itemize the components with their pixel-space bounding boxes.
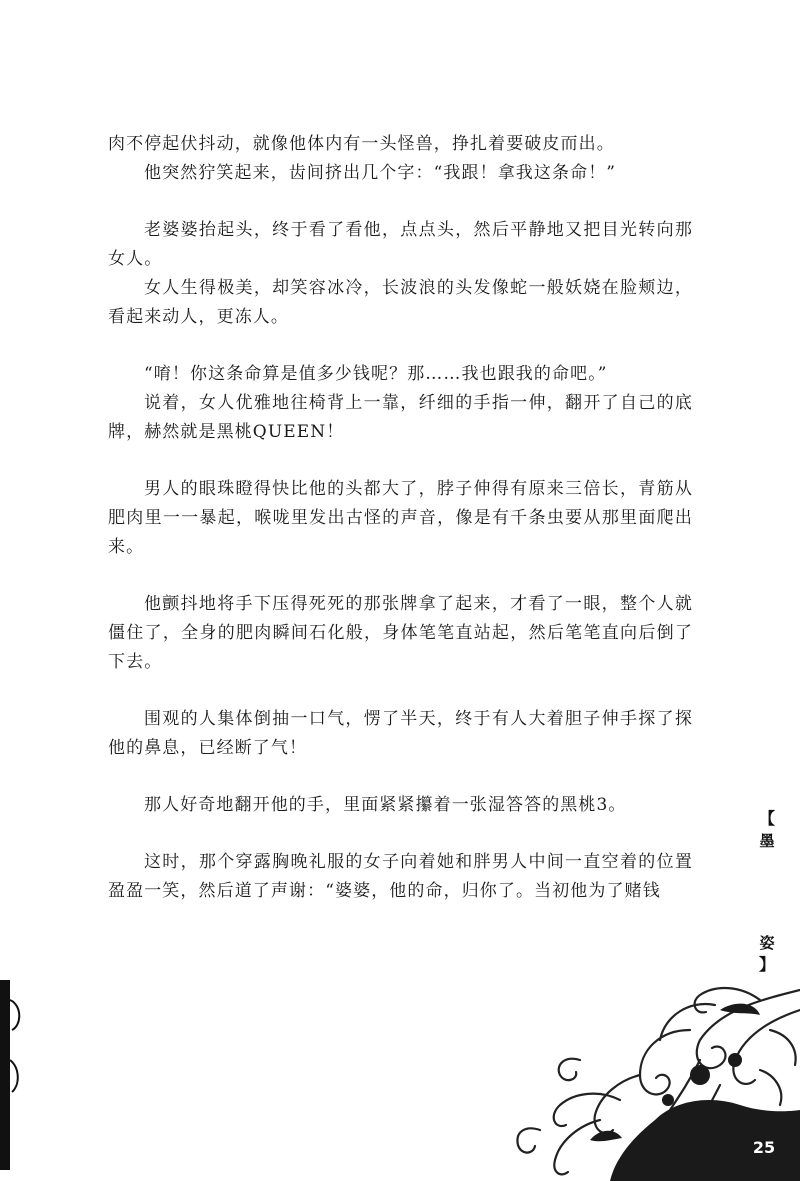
paragraph: 他颤抖地将手下压得死死的那张牌拿了起来，才看了一眼，整个人就僵住了，全身的肥肉瞬间石化般，身体笔笔直站起，然后笔笔直向后倒了下去。	[108, 594, 693, 672]
paragraph: “唷！你这条命算是值多少钱呢？那……我也跟我的命吧。”	[144, 364, 608, 384]
page-number: 25	[752, 1138, 776, 1157]
paragraph: 老婆婆抬起头，终于看了看他，点点头，然后平静地又把目光转向那女人。	[108, 220, 693, 269]
paragraph: 围观的人集体倒抽一口气，愣了半天，终于有人大着胆子伸手探了探他的鼻息，已经断了气！	[108, 709, 693, 758]
title-close-bracket: 】	[758, 955, 775, 974]
paragraph: 那人好奇地翻开他的手，里面紧紧攥着一张湿答答的黑桃3。	[144, 795, 627, 815]
title-char: 姿	[759, 934, 775, 952]
title-char: 墨	[759, 832, 775, 850]
title-open-bracket: 【	[758, 809, 775, 828]
paragraph: 说着，女人优雅地往椅背上一靠，纤细的手指一伸，翻开了自己的底牌，赫然就是黑桃QUEEN！	[108, 393, 693, 442]
paragraph: 这时，那个穿露胸晚礼服的女子向着她和胖男人中间一直空着的位置盈盈一笑，然后道了声谢：“婆婆，他的命，归你了。当初他为了赌钱	[108, 852, 693, 901]
paragraph: 男人的眼珠瞪得快比他的头都大了，脖子伸得有原来三倍长，青筋从肥肉里一一暴起，喉咙里发出古怪的声音，像是有千条虫要从那里面爬出来。	[108, 479, 693, 557]
paragraph: 他突然狞笑起来，齿间挤出几个字：“我跟！拿我这条命！”	[144, 163, 617, 183]
paragraph: 女人生得极美，却笑容冰冷，长波浪的头发像蛇一般妖娆在脸颊边，看起来动人，更冻人。	[108, 278, 693, 327]
paragraph: 肉不停起伏抖动，就像他体内有一头怪兽，挣扎着要破皮而出。	[108, 134, 615, 154]
